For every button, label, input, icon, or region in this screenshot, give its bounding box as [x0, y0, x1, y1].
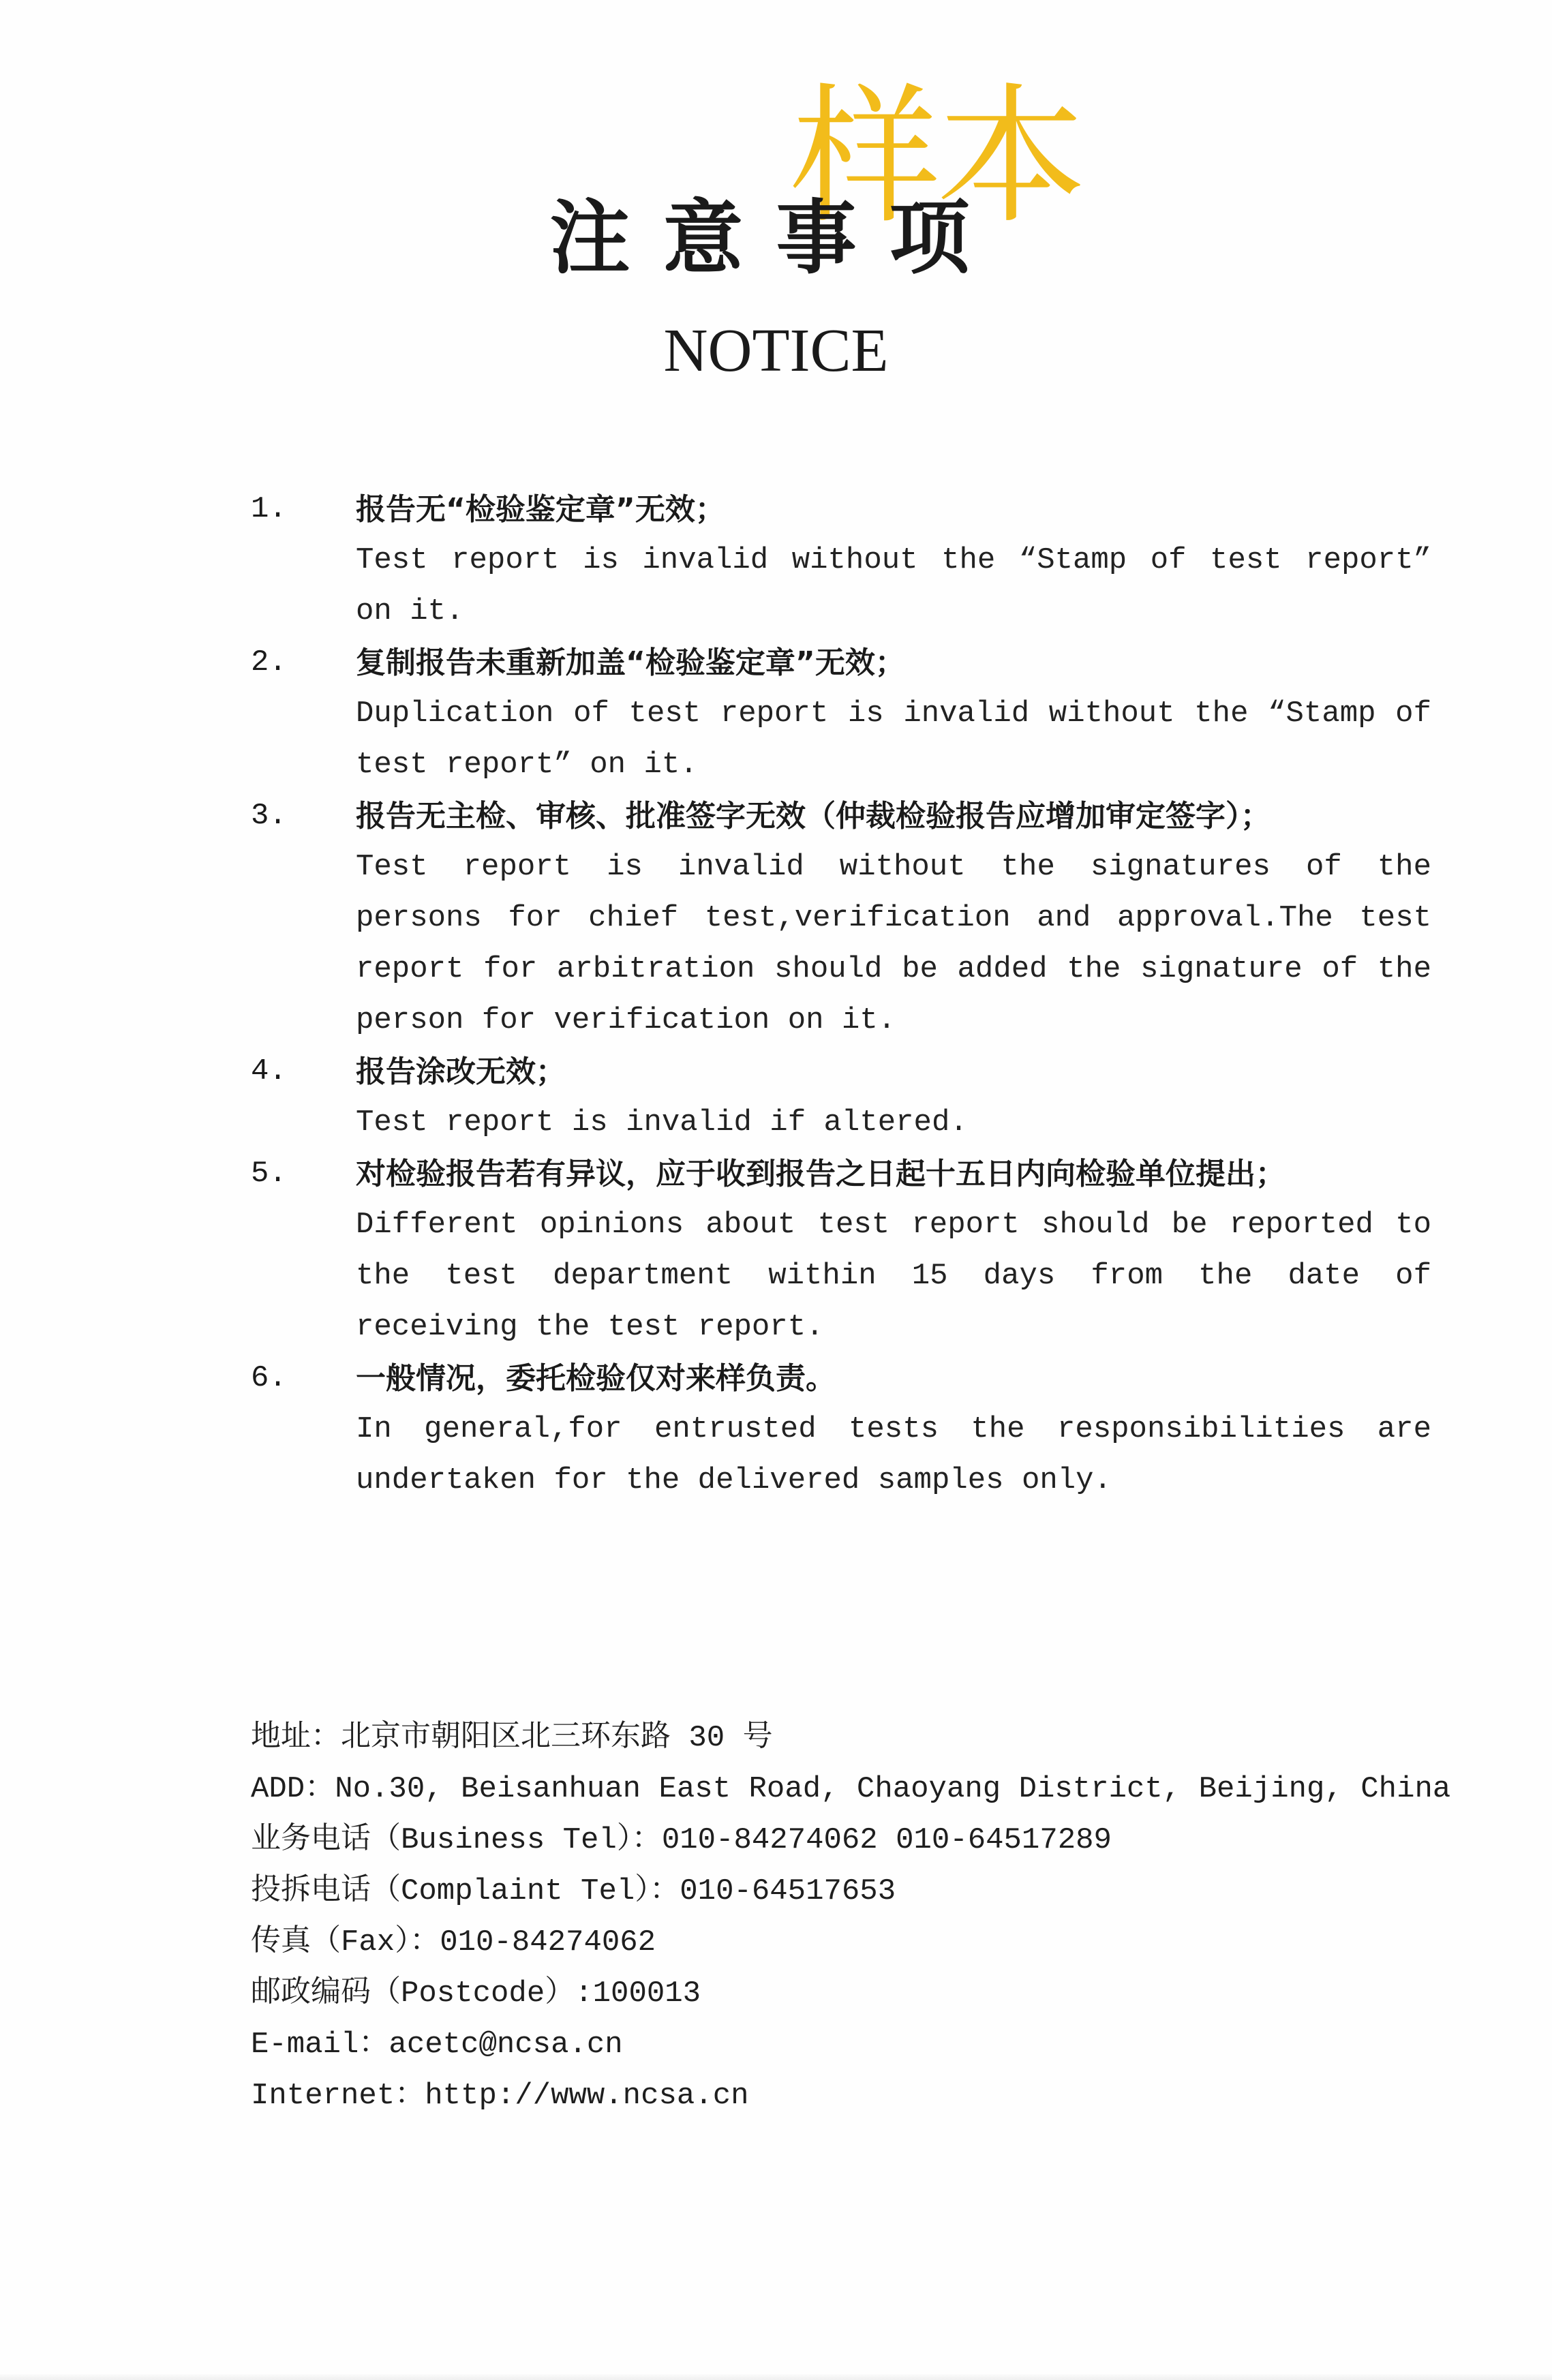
item-text-english: Test report is invalid without the signatures of the persons for chief test,verification and approval.The test report for arbitration should be added the signature of the person for verification on it.	[356, 850, 1431, 1037]
address-english: ADD：No.30, Beisanhuan East Road, Chaoyang District, Beijing, China	[251, 1772, 1451, 1806]
complaint-tel: 投拆电话（Complaint Tel）：010-64517653	[251, 1874, 896, 1908]
email-address: E-mail：acetc@ncsa.cn	[251, 2028, 623, 2062]
notice-item	[251, 1046, 1431, 1148]
page-title-chinese: 注意事项	[549, 190, 1003, 285]
scan-bottom-edge	[0, 2373, 1552, 2380]
item-text-english: Different opinions about test report should be reported to the test department within 15 days from the date of receiving the test report.	[356, 1208, 1431, 1344]
address-chinese: 地址：北京市朝阳区北三环东路 30 号	[251, 1721, 773, 1755]
item-text-chinese: 一般情况，委托检验仅对来样负责。	[356, 1361, 836, 1396]
item-number: 1.	[251, 492, 287, 526]
item-number: 5.	[251, 1157, 287, 1191]
sample-watermark-stamp: 样本	[791, 70, 1083, 244]
website-url: Internet：http://www.ncsa.cn	[251, 2079, 749, 2113]
item-text-english: Duplication of test report is invalid without the “Stamp of test report” on it.	[356, 697, 1431, 782]
item-text-english: In general,for entrusted tests the responsibilities are undertaken for the delivered samples only.	[356, 1412, 1431, 1497]
notice-item	[251, 484, 1431, 637]
item-text-chinese: 报告无“检验鉴定章”无效；	[356, 492, 725, 527]
item-text-chinese: 报告无主检、审核、批准签字无效（仲裁检验报告应增加审定签字）；	[356, 799, 1270, 834]
postcode: 邮政编码（Postcode）:100013	[251, 1977, 701, 2011]
item-number: 2.	[251, 645, 287, 680]
item-text-chinese: 复制报告未重新加盖“检验鉴定章”无效；	[356, 645, 905, 680]
item-text-english: Test report is invalid if altered.	[356, 1105, 968, 1140]
notice-item	[251, 791, 1431, 1046]
page-title-english: NOTICE	[663, 317, 889, 384]
contact-info	[251, 1713, 1478, 2122]
business-tel: 业务电话（Business Tel）：010-84274062 010-64517289	[251, 1823, 1112, 1857]
notice-list	[251, 484, 1431, 1506]
notice-item	[251, 1148, 1431, 1353]
notice-item	[251, 1353, 1431, 1506]
item-number: 6.	[251, 1361, 287, 1395]
notice-item	[251, 637, 1431, 791]
item-text-chinese: 报告涂改无效；	[356, 1054, 566, 1089]
item-text-english: Test report is invalid without the “Stamp of test report” on it.	[356, 543, 1431, 628]
fax-number: 传真（Fax）：010-84274062	[251, 1925, 656, 1959]
item-number: 4.	[251, 1054, 287, 1088]
item-text-chinese: 对检验报告若有异议，应于收到报告之日起十五日内向检验单位提出；	[356, 1157, 1285, 1191]
item-number: 3.	[251, 799, 287, 833]
